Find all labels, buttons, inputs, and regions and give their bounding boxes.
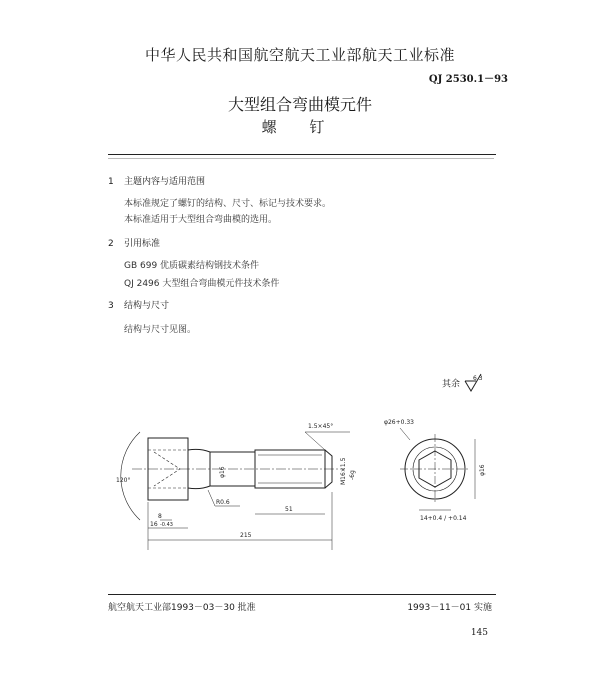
header-rule-thin <box>108 158 494 159</box>
standard-number: QJ 2530.1－93 <box>428 74 508 85</box>
head-height-label: 16 <box>150 521 158 528</box>
hex-diameter-label: φ16 <box>479 464 486 476</box>
thread-diameter-label: M16×1.5 <box>340 457 347 485</box>
head-angle-label: 120° <box>116 477 131 484</box>
section-1-line-2: 本标准适用于大型组合弯曲模的选用。 <box>124 215 278 225</box>
page-number: 145 <box>470 628 488 638</box>
footer-rule <box>108 594 496 595</box>
dim-b-label: 8 <box>158 513 162 520</box>
document-title: 大型组合弯曲模元件 <box>227 95 372 114</box>
approval-date: 航空航天工业部1993－03－30 批准 <box>108 603 256 613</box>
surface-roughness-mark <box>442 373 483 395</box>
hex-size-label: 14+0.4 / +0.14 <box>420 515 467 522</box>
document-subtitle: 螺 钉 <box>261 118 339 136</box>
roughness-symbol-icon <box>463 373 483 395</box>
section-3-heading <box>108 298 169 311</box>
header-rule <box>108 154 496 155</box>
chamfer-label: 1.5×45° <box>308 423 334 430</box>
issuing-authority: 中华人民共和国航空航天工业部航天工业标准 <box>144 46 455 64</box>
head-angle-arc <box>121 432 140 520</box>
hex-circle-label: φ26+0.33 <box>384 419 414 426</box>
section-3-line-1: 结构与尺寸见图。 <box>124 325 197 335</box>
section-number: 2 <box>108 239 114 249</box>
section-title: 主题内容与适用范围 <box>124 177 206 187</box>
section-1-line-1: 本标准规定了螺钉的结构、尺寸、标记与技术要求。 <box>124 199 332 209</box>
thread-tolerance-label: -6g <box>349 470 356 480</box>
neck-diameter-label: φ16 <box>219 466 226 478</box>
section-number: 1 <box>108 177 114 187</box>
screw-drawing <box>100 410 520 560</box>
roughness-label: 其余 <box>442 379 461 390</box>
section-title: 结构与尺寸 <box>124 301 170 311</box>
reference-qj2496: QJ 2496 大型组合弯曲模元件技术条件 <box>124 279 280 289</box>
section-1-heading <box>108 174 205 187</box>
section-title: 引用标准 <box>124 239 161 249</box>
section-number: 3 <box>108 301 114 311</box>
length-label: 215 <box>240 532 252 539</box>
thread-length-label: 51 <box>285 506 293 513</box>
radius-label: R0.6 <box>216 499 230 506</box>
head-height-tolerance-label: -0.43 <box>160 522 173 528</box>
effective-date: 1993－11－01 实施 <box>407 603 492 613</box>
section-2-heading <box>108 236 160 249</box>
reference-gb699: GB 699 优质碳素结构钢技术条件 <box>124 261 260 271</box>
roughness-value: 6.3 <box>472 375 483 382</box>
